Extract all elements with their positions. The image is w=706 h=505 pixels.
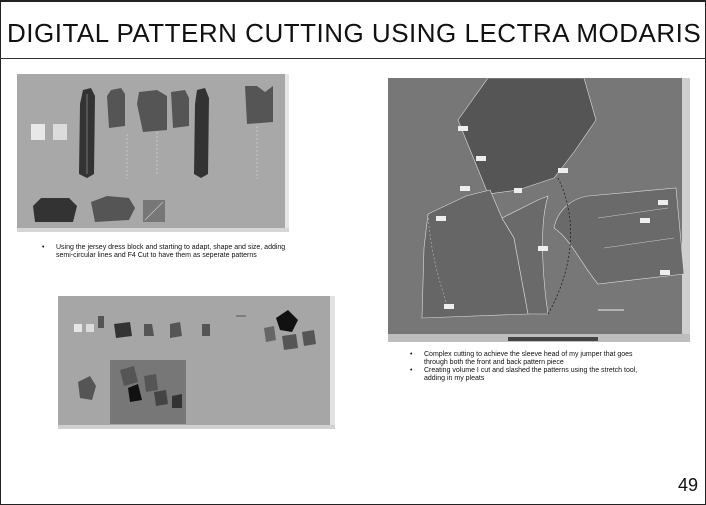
right-bullet-item: • Creating volume I cut and slashed the patterns using the stretch tool, adding in my pleats bbox=[410, 367, 640, 383]
pleat-pattern-graphic bbox=[58, 296, 335, 429]
title-divider bbox=[0, 58, 706, 59]
page-number: 49 bbox=[677, 475, 698, 495]
page-title: DIGITAL PATTERN CUTTING USING LECTRA MODARIS bbox=[7, 18, 702, 48]
right-bullet-item: • Complex cutting to achieve the sleeve head of my jumper that goes through both the front and back pattern piece bbox=[410, 351, 640, 367]
right-bullet-list bbox=[410, 351, 640, 383]
left-bullet-list bbox=[42, 244, 287, 260]
screenshot-slash-stretch bbox=[58, 296, 335, 429]
screenshot-sleeve-cutting bbox=[388, 78, 690, 342]
pattern-pieces-graphic bbox=[17, 74, 289, 232]
sleeve-pattern-graphic bbox=[388, 78, 690, 342]
left-bullet-item: • Using the jersey dress block and starting to adapt, shape and size, adding semi-circular lines and F4 Cut to have them as seperate patterns bbox=[42, 244, 287, 260]
screenshot-dress-block bbox=[17, 74, 289, 232]
